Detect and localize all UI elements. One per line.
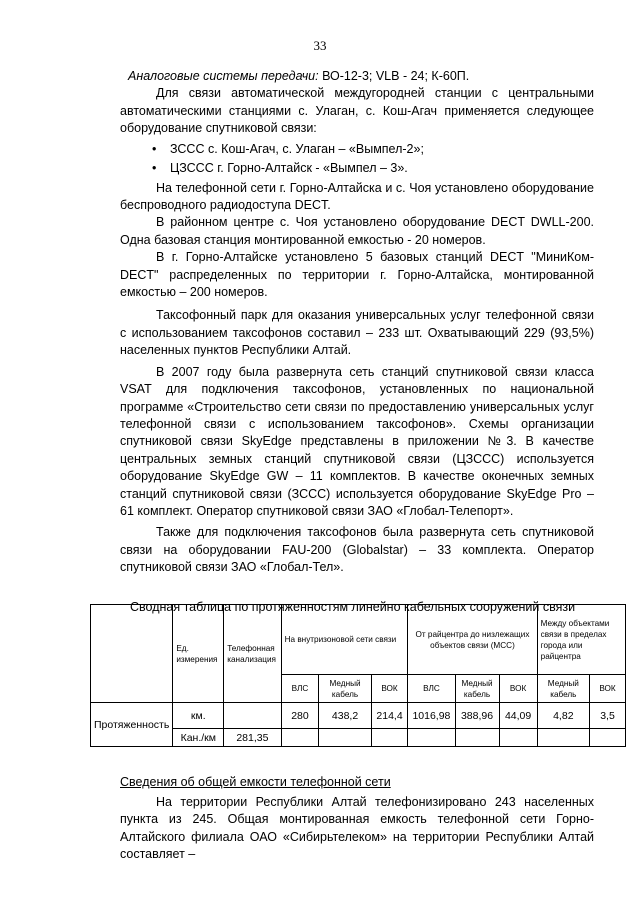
table-cell: 388,96 <box>455 703 499 729</box>
table-cell <box>499 729 537 747</box>
bullet-item: • ЗССС с. Кош-Агач, с. Улаган – «Вымпел-2»; <box>170 140 594 159</box>
header-duct: Телефонная канализация <box>224 605 281 703</box>
body-text <box>120 68 594 616</box>
header-between: Между объектами связи в пределах города или райцентра <box>537 605 625 675</box>
paragraph-vsat: В 2007 году была развернута сеть станций спутниковой связи класса VSAT для подключения таксофонов, установленных по национальной программе «Строительство сети связи по предоставлению универсальных услуг телефонной связи с использованием таксофонов». Схемы организации спутниковой связи SkyEdge представлены в приложении №3. В качестве центральных земных станций спутниковой связи (ЦЗССС) используется оборудование SkyEdge GW – 11 комплектов. В качестве оконечных земных станций спутниковой связи (ЗССС) используется оборудование SkyEdge Pro – 61 комплект. Оператор спутниковой связи ЗАО «Глобал-Телепорт». <box>120 364 594 518</box>
table-cell: 4,82 <box>537 703 589 729</box>
table-cell <box>537 729 589 747</box>
paragraph-payphones: Таксофонный парк для оказания универсальных услуг телефонной связи с использованием таксофонов составил – 233 шт. Охватывающий 229 (93,5%) населенных пунктов Республики Алтай. <box>120 308 594 358</box>
table-cell <box>281 729 319 747</box>
header-local: От райцентра до низлежащих объектов связи (МСС) <box>408 605 537 675</box>
row-label: Протяженность <box>91 703 173 747</box>
table-cell <box>455 729 499 747</box>
table-cell: 280 <box>281 703 319 729</box>
analog-systems-line <box>120 68 594 85</box>
header-copper: Медный кабель <box>319 675 371 703</box>
paragraph-dect: На телефонной сети г. Горно-Алтайска и с. Чоя установлено оборудование беспроводного радиодоступа DECT. <box>120 180 594 213</box>
header-vls: ВЛС <box>408 675 455 703</box>
bullet-list <box>120 140 594 178</box>
table-cell <box>371 729 408 747</box>
header-vok: ВОК <box>589 675 625 703</box>
table-cell: 44,09 <box>499 703 537 729</box>
bullet-item: • ЦЗССС г. Горно-Алтайск - «Вымпел – 3». <box>170 159 594 178</box>
section-title: Сведения об общей емкости телефонной сети <box>120 775 391 789</box>
paragraph-satellite-intro: Для связи автоматической междугородней станции с центральными автоматическими станциями с. Улаган, с. Кош-Агач применяется следующее оборудование спутниковой связи: <box>120 86 594 136</box>
header-copper: Медный кабель <box>455 675 499 703</box>
header-unit: Ед. измерения <box>173 605 224 703</box>
paragraph-globalstar: Также для подключения таксофонов была развернута сеть спутниковой связи на оборудовании FAU-200 (Globalstar) – 33 комплекта. Оператор спутниковой связи ЗАО «Глобал-Тел». <box>120 525 594 575</box>
table-cell <box>589 729 625 747</box>
table-cell: 281,35 <box>224 729 281 747</box>
header-vls: ВЛС <box>281 675 319 703</box>
table-caption: Сводная таблица по протяженностям линейно кабельных сооружений связи <box>130 599 576 614</box>
paragraph-capacity: На территории Республики Алтай телефонизировано 243 населенных пункта из 245. Общая монтированная емкость телефонной сети Горно-Алтайского филиала ОАО «Сибирьтелеком» на территории Республики Алтай составляет – <box>120 795 594 862</box>
paragraph-gorno-altaisk: В г. Горно-Алтайске установлено 5 базовых станций DECT "МиниКом-DECT" распределенных по территории г. Горно-Алтайска, монтированной емкостью – 200 номеров. <box>120 250 594 300</box>
cable-length-table <box>90 604 626 747</box>
table-cell: 3,5 <box>589 703 625 729</box>
analog-label: Аналоговые системы передачи: <box>128 69 319 83</box>
unit-km: км. <box>173 703 224 729</box>
analog-values: ВО-12-3; VLB - 24; К-60П. <box>318 69 470 83</box>
table-corner-cell <box>91 605 173 703</box>
header-copper: Медный кабель <box>537 675 589 703</box>
table-cell: 1016,98 <box>408 703 455 729</box>
table-cell: 214,4 <box>371 703 408 729</box>
table-cell: 438,2 <box>319 703 371 729</box>
paragraph-choya: В районном центре с. Чоя установлено оборудование DECT DWLL-200. Одна базовая станция монтированной емкостью - 20 номеров. <box>120 215 594 247</box>
table-cell <box>224 703 281 729</box>
header-intrazonal: На внутризоновой сети связи <box>281 605 408 675</box>
body-text-bottom <box>120 794 594 864</box>
table-cell <box>408 729 455 747</box>
table-cell <box>319 729 371 747</box>
header-vok: ВОК <box>371 675 408 703</box>
header-vok: ВОК <box>499 675 537 703</box>
unit-channel-km: Кан./км <box>173 729 224 747</box>
page-number: 33 <box>313 38 327 53</box>
